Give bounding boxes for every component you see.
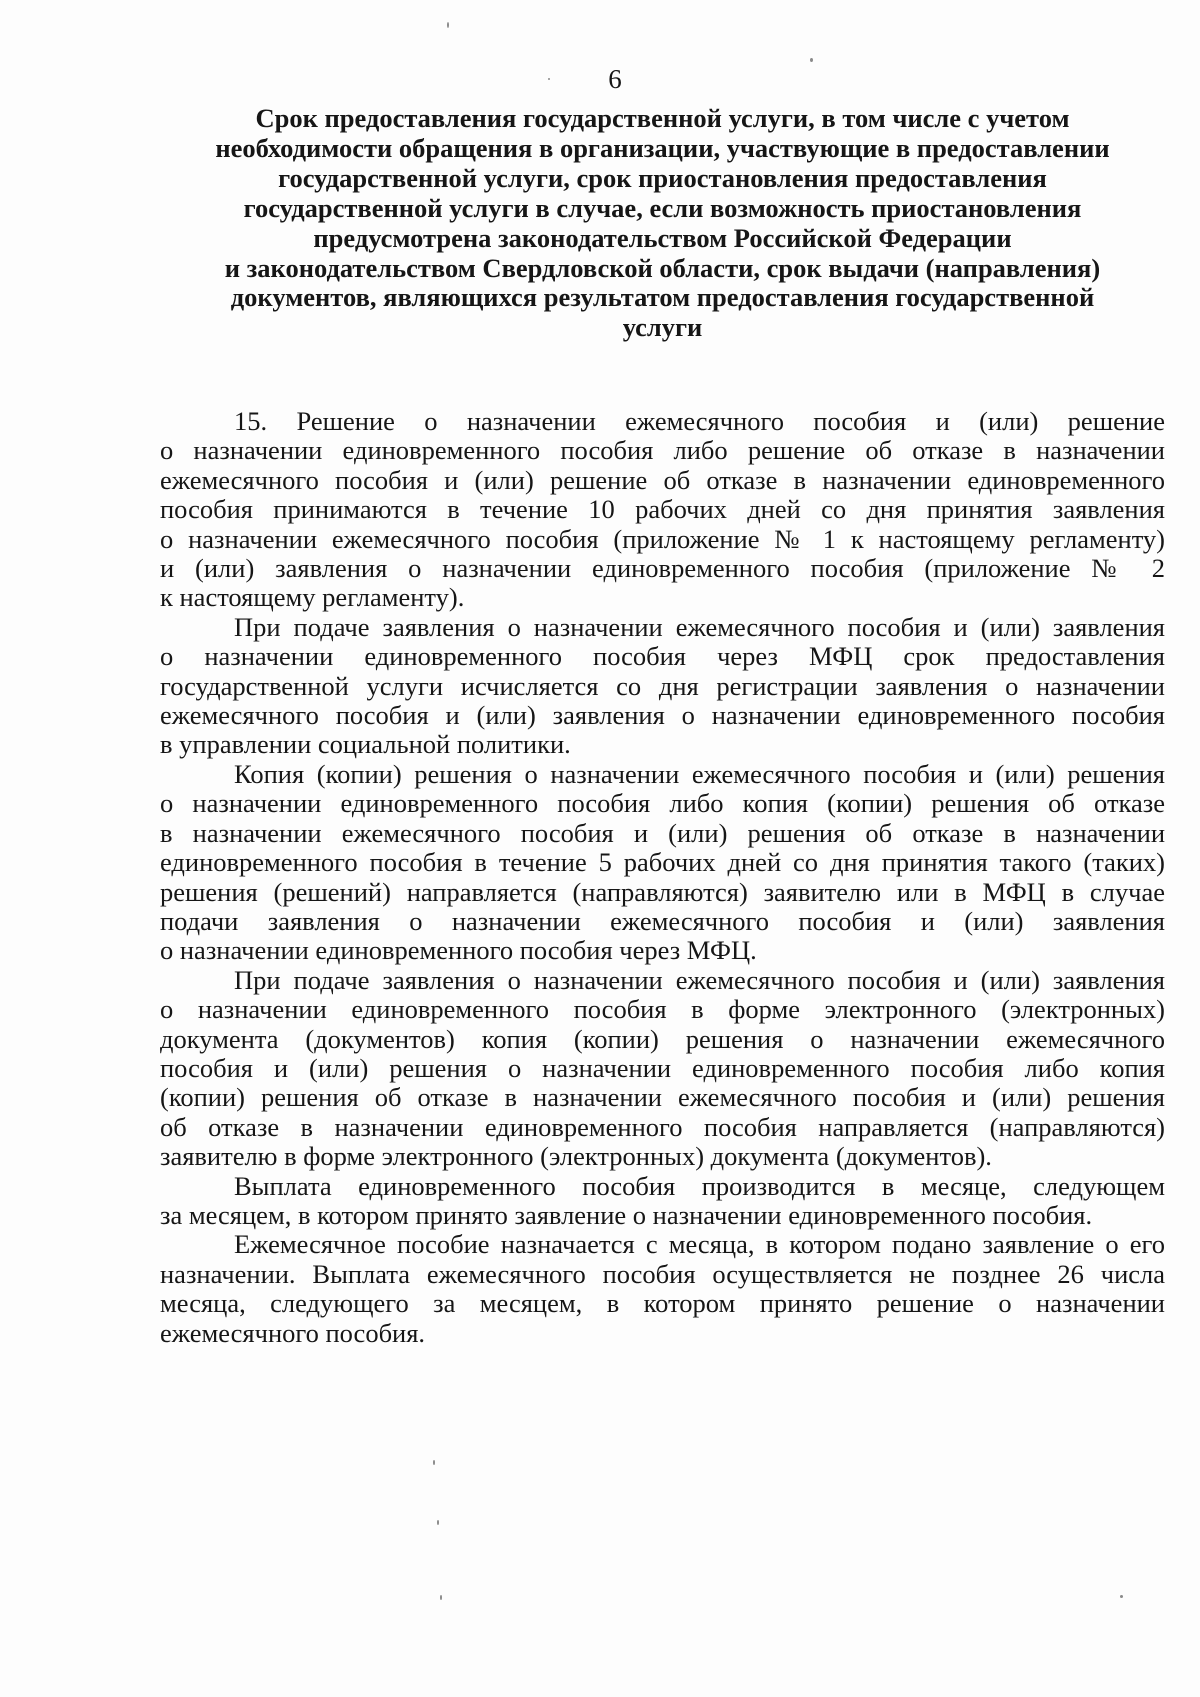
heading-line: и законодательством Свердловской области, срок выдачи (направления) <box>224 252 1101 283</box>
text-line: о назначении ежемесячного пособия (приложение № 1 к настоящему регламенту) <box>160 523 1165 554</box>
scan-speck <box>447 22 449 28</box>
paragraph-electronic-form <box>160 966 1165 1172</box>
text-line: об отказе в назначении единовременного пособия направляется (направляются) <box>160 1111 1165 1142</box>
text-line: (копии) решения об отказе в назначении ежемесячного пособия и (или) решения <box>160 1082 1165 1113</box>
scan-speck <box>1120 1595 1123 1598</box>
text-line: 15. Решение о назначении ежемесячного пособия и (или) решение <box>234 406 1165 436</box>
text-line: назначении. Выплата ежемесячного пособия осуществляется не позднее 26 числа <box>160 1258 1165 1289</box>
text-line: ежемесячного пособия и (или) решение об отказе в назначении единовременного <box>160 464 1165 495</box>
paragraph-decision-copy <box>160 760 1165 966</box>
scan-speck <box>440 1595 442 1600</box>
text-line: о назначении единовременного пособия либо решение об отказе в назначении <box>160 435 1165 466</box>
text-line: о назначении единовременного пособия либо копия (копии) решения об отказе <box>160 788 1165 819</box>
heading-line: государственной услуги, срок приостановления предоставления <box>278 162 1047 193</box>
scan-speck <box>437 1520 439 1525</box>
text-line: заявителю в форме электронного (электронных) документа (документов). <box>160 1141 992 1172</box>
document-body <box>160 407 1165 1348</box>
section-heading <box>160 104 1165 343</box>
page-number: 6 <box>608 64 622 94</box>
text-line: Ежемесячное пособие назначается с месяца, в котором подано заявление о его <box>234 1229 1165 1260</box>
text-line: пособия принимаются в течение 10 рабочих дней со дня принятия заявления <box>160 494 1165 525</box>
text-line: и (или) заявления о назначении единовременного пособия (приложение № 2 <box>160 553 1165 584</box>
heading-line: услуги <box>622 312 703 343</box>
heading-line: Срок предоставления государственной услуги, в том числе с учетом <box>255 103 1070 133</box>
text-line: государственной услуги исчисляется со дня регистрации заявления о назначении <box>160 670 1165 701</box>
text-line: ежемесячного пособия. <box>160 1317 426 1348</box>
text-line: ежемесячного пособия и (или) заявления о назначении единовременного пособия <box>160 700 1165 731</box>
scan-speck <box>433 1460 435 1465</box>
text-line: за месяцем, в котором принято заявление о назначении единовременного пособия. <box>160 1199 1093 1230</box>
text-line: о назначении единовременного пособия через МФЦ срок предоставления <box>160 641 1165 672</box>
text-line: При подаче заявления о назначении ежемесячного пособия и (или) заявления <box>234 611 1165 642</box>
scan-speck <box>810 58 813 62</box>
text-line: единовременного пособия в течение 5 рабочих дней со дня принятия такого (таких) <box>160 847 1165 878</box>
scan-speck <box>548 78 550 80</box>
heading-line: необходимости обращения в организации, участвующие в предоставлении <box>215 132 1110 163</box>
heading-line: документов, являющихся результатом предоставления государственной <box>230 282 1095 313</box>
text-line: документа (документов) копия (копии) решения о назначении ежемесячного <box>160 1023 1165 1054</box>
heading-line: государственной услуги в случае, если возможность приостановления <box>243 192 1082 223</box>
text-line: Копия (копии) решения о назначении ежемесячного пособия и (или) решения <box>234 758 1165 789</box>
text-line: подачи заявления о назначении ежемесячного пособия и (или) заявления <box>160 905 1165 936</box>
paragraph-mfc-term <box>160 613 1165 760</box>
text-line: пособия и (или) решения о назначении единовременного пособия либо копия <box>160 1052 1165 1083</box>
text-line: месяца, следующего за месяцем, в котором принято решение о назначении <box>160 1288 1165 1319</box>
text-line: При подаче заявления о назначении ежемесячного пособия и (или) заявления <box>234 964 1165 995</box>
text-line: решения (решений) направляется (направляются) заявителю или в МФЦ в случае <box>160 876 1165 907</box>
text-line: о назначении единовременного пособия в форме электронного (электронных) <box>160 994 1165 1025</box>
text-line: к настоящему регламенту). <box>160 582 465 613</box>
paragraph-lump-sum-payment <box>160 1172 1165 1231</box>
heading-line: предусмотрена законодательством Российской Федерации <box>313 222 1012 253</box>
text-line: в назначении ежемесячного пособия и (или) решения об отказе в назначении <box>160 817 1165 848</box>
text-line: в управлении социальной политики. <box>160 729 571 760</box>
paragraph-monthly-payment <box>160 1230 1165 1348</box>
text-line: о назначении единовременного пособия через МФЦ. <box>160 935 757 966</box>
paragraph-15 <box>160 407 1165 613</box>
text-line: Выплата единовременного пособия производится в месяце, следующем <box>234 1170 1165 1201</box>
